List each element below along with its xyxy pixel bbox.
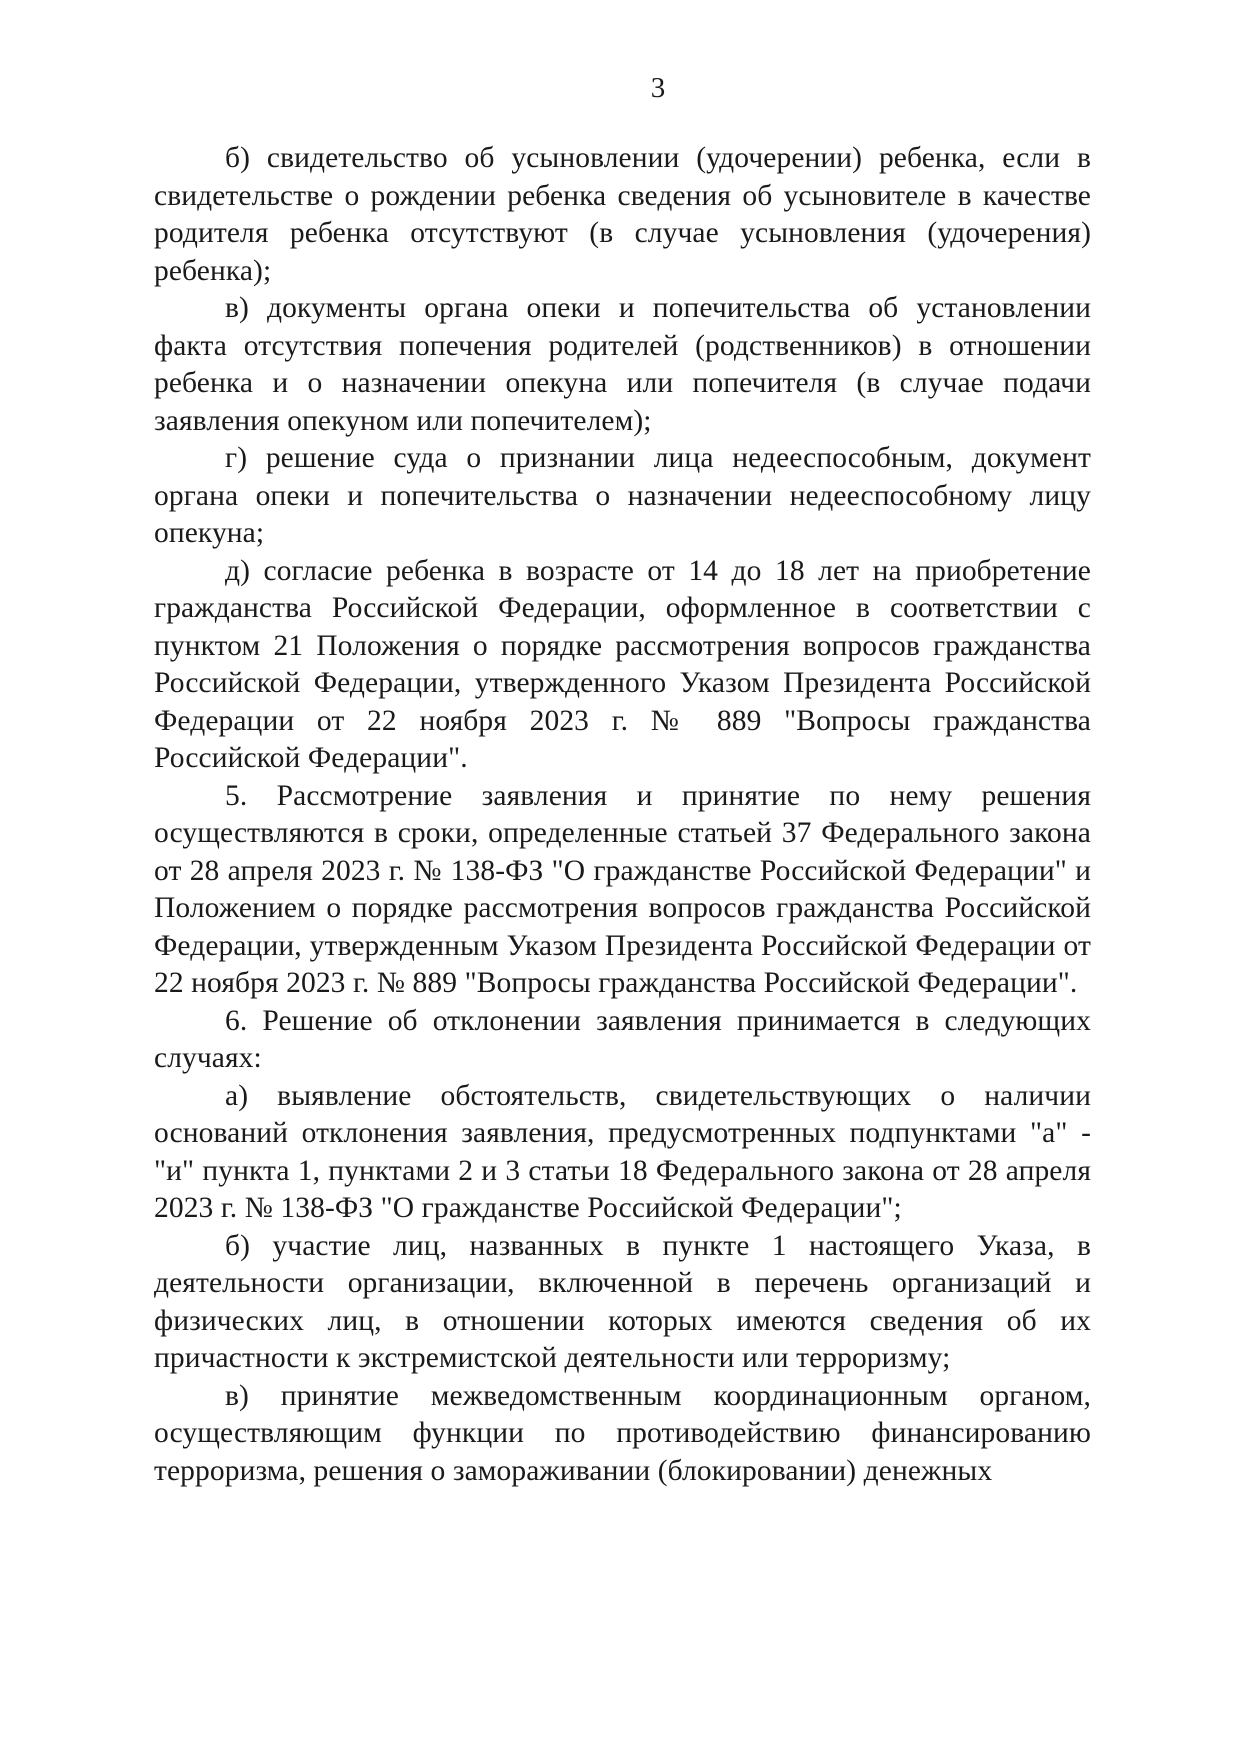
paragraph-item-6-rejection-cases: 6. Решение об отклонении заявления принимается в следующих случаях: <box>154 1004 1091 1074</box>
paragraph-sub-v-asset-freezing: в) принятие межведомственным координационным органом, осуществляющим функции по противодействию финансированию терроризма, решения о замораживании (блокировании) денежных <box>154 1379 1091 1487</box>
paragraph-sub-b-extremist-participation: б) участие лиц, названных в пункте 1 настоящего Указа, в деятельности организации, включенной в перечень организаций и физических лиц, в отношении которых имеются сведения об их причастности к экстремистской деятельности или терроризму; <box>154 1229 1091 1374</box>
page-number: 3 <box>650 72 666 104</box>
document-body <box>154 140 1091 1490</box>
paragraph-sub-a-grounds-rejection: а) выявление обстоятельств, свидетельствующих о наличии оснований отклонения заявления, предусмотренных подпунктами "а" - "и" пункта 1, пунктами 2 и 3 статьи 18 Федерального закона от 28 апреля 2023 г. № 138-ФЗ "О гражданстве Российской Федерации"; <box>154 1079 1091 1224</box>
paragraph-sub-b-adoption-certificate: б) свидетельство об усыновлении (удочерении) ребенка, если в свидетельстве о рождении ребенка сведения об усыновителе в качестве родителя ребенка отсутствуют (в случае усыновления (удочерения) ребенка); <box>154 142 1091 287</box>
paragraph-sub-d-child-consent: д) согласие ребенка в возрасте от 14 до 18 лет на приобретение гражданства Российской Федерации, оформленное в соответствии с пунктом 21 Положения о порядке рассмотрения вопросов гражданства Российской Федерации, утвержденного Указом Президента Российской Федерации от 22 ноября 2023 г. № 889 "Вопросы гражданства Российской Федерации". <box>154 554 1091 774</box>
paragraph-sub-g-court-decision: г) решение суда о признании лица недееспособным, документ органа опеки и попечительства о назначении недееспособному лицу опекуна; <box>154 442 1091 549</box>
paragraph-item-5-review-terms: 5. Рассмотрение заявления и принятие по нему решения осуществляются в сроки, определенные статьей 37 Федерального закона от 28 апреля 2023 г. № 138-ФЗ "О гражданстве Российской Федерации" и Положением о порядке рассмотрения вопросов гражданства Российской Федерации, утвержденным Указом Президента Российской Федерации от 22 ноября 2023 г. № 889 "Вопросы гражданства Российской Федерации". <box>154 779 1091 999</box>
paragraph-sub-v-guardianship-documents: в) документы органа опеки и попечительства об установлении факта отсутствия попечения родителей (родственников) в отношении ребенка и о назначении опекуна или попечителя (в случае подачи заявления опекуном или попечителем); <box>154 292 1091 437</box>
